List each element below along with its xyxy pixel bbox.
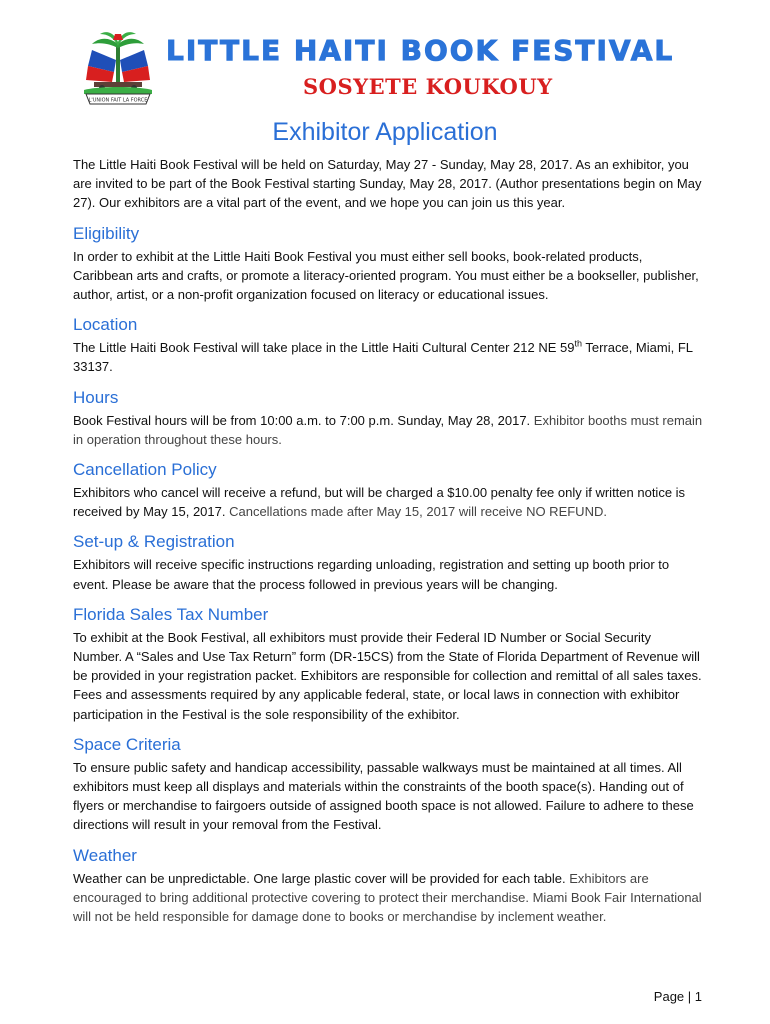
- section-weather: [73, 845, 703, 927]
- cancellation-text-muted: Cancellations made after May 15, 2017 will receive NO REFUND.: [229, 504, 607, 520]
- location-text-end: Terrace, Miami, FL 33137.: [73, 340, 693, 375]
- weather-text-muted: Exhibitors are encouraged to bring additional protective covering to protect their merchandise. Miami Book Fair International will not be held responsible for damage done to books or merchandise by inclement weather.: [73, 870, 702, 925]
- hours-text: Book Festival hours will be from 10:00 a.m. to 7:00 p.m. Sunday, May 28, 2017.: [73, 412, 534, 428]
- section-eligibility: [73, 223, 703, 305]
- seal-motto-text: L'UNION FAIT LA FORCE: [88, 97, 148, 104]
- section-setup: [73, 531, 703, 593]
- document-title: Exhibitor Application: [272, 118, 498, 146]
- intro-paragraph: The Little Haiti Book Festival will be held on Saturday, May 27 - Sunday, May 28, 2017. As an exhibitor, you are invited to be part of the Book Festival starting Sunday, May 28, 2017. (Author presentations begin on May 27). Our exhibitors are a vital part of the event, and we hope you can join us this year.: [73, 157, 702, 211]
- hours-text-muted: Exhibitor booths must remain in operation throughout these hours.: [73, 412, 703, 447]
- section-hours: [73, 387, 703, 449]
- section-heading: Florida Sales Tax Number: [73, 604, 269, 624]
- section-heading: Eligibility: [73, 223, 140, 243]
- section-text: [73, 869, 703, 927]
- section-heading: Space Criteria: [73, 734, 181, 754]
- section-heading: Location: [73, 315, 138, 335]
- page-number: Page | 1: [653, 989, 702, 1004]
- section-heading: Weather: [73, 845, 137, 865]
- section-heading: Hours: [73, 387, 119, 407]
- weather-text: Weather can be unpredictable. One large plastic cover will be provided for each table.: [73, 870, 570, 886]
- section-text: To ensure public safety and handicap accessibility, passable walkways must be maintained at all times. All exhibitors must keep all displays and materials within the constraints of the booth space(s). Handing out of flyers or merchandise to fairgoers outside of assigned booth space is not allowed. Failure to adhere to these directions will result in your removal from the Festival.: [73, 759, 694, 833]
- festival-subtitle: SOSYETE KOUKOUY: [303, 74, 553, 99]
- section-heading: Set-up & Registration: [73, 532, 235, 552]
- section-text: To exhibit at the Book Festival, all exhibitors must provide their Federal ID Number or Social Security Number. A “Sales and Use Tax Return” form (DR-15CS) from the State of Florida Department of Revenue will be provided in your registration packet. Exhibitors are responsible for collection and remittal of all sales taxes. Fees and assessments required by any applicable federal, state, or local laws in connection with exhibitor participation in the Festival is the sole responsibility of the exhibitor.: [73, 629, 702, 722]
- festival-title: LITTLE HAITI BOOK FESTIVAL: [166, 34, 675, 67]
- section-location: [73, 314, 703, 376]
- section-space-criteria: [73, 734, 703, 835]
- section-heading: Cancellation Policy: [73, 460, 217, 480]
- ordinal-suffix: th: [574, 338, 582, 349]
- section-text: Exhibitors will receive specific instructions regarding unloading, registration and setting up booth prior to event. Please be aware that the process followed in previous years will be changing.: [73, 557, 670, 592]
- section-text: [73, 338, 703, 376]
- haiti-coat-of-arms-icon: [78, 30, 158, 106]
- section-cancellation: [73, 459, 703, 521]
- cancellation-text: Exhibitors who cancel will receive a refund, but will be charged a $10.00 penalty fee only if written notice is received by May 15, 2017.: [73, 485, 686, 520]
- document-body: [73, 155, 703, 936]
- section-text: In order to exhibit at the Little Haiti Book Festival you must either sell books, book-related products, Caribbean arts and crafts, or promote a literacy-oriented program. You must either be a bookseller, publisher, author, artist, or a non-profit organization focused on literacy or educational issues.: [73, 248, 699, 303]
- section-sales-tax: [73, 604, 703, 724]
- festival-header: [78, 28, 698, 108]
- section-text: [73, 411, 703, 449]
- section-text: [73, 483, 703, 521]
- location-text-start: The Little Haiti Book Festival will take place in the Little Haiti Cultural Center 212 NE 59: [73, 340, 575, 356]
